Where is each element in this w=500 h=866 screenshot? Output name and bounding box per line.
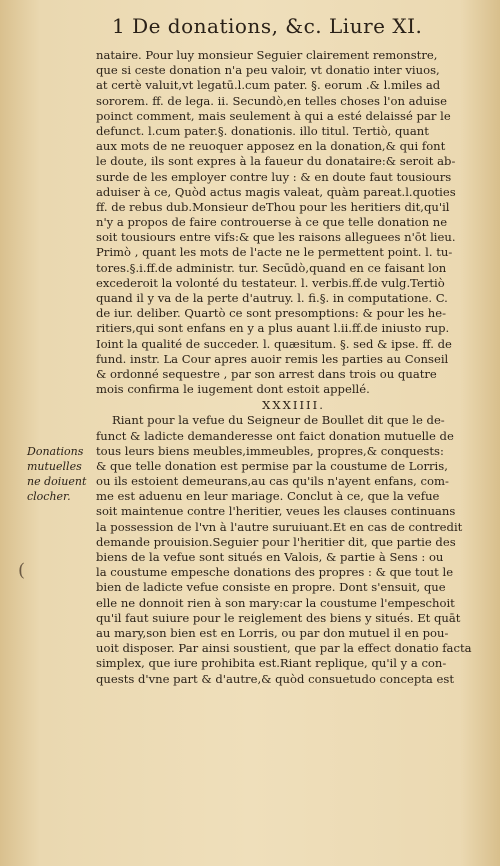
- text-line: defunct. l.cum pater.§. donationis. illo titul. Tertiò, quant: [96, 123, 429, 138]
- text-line: poinct comment, mais seulement à qui a esté delaissé par le: [96, 108, 451, 123]
- text-line: excederoit la volonté du testateur. l. verbis.ff.de vulg.Tertiò: [96, 275, 445, 290]
- text-line: & ordonné sequestre , par son arrest dans trois ou quatre: [96, 366, 437, 381]
- text-line: Ioint la qualité de succeder. l. quæsitum. §. sed & ipse. ff. de: [96, 336, 452, 351]
- text-line: bien de ladicte vefue consiste en propre. Dont s'ensuit, que: [96, 580, 446, 595]
- text-line: la coustume empesche donations des propres : & que tout le: [96, 565, 454, 580]
- text-line: ou ils estoient demeurans,au cas qu'ils n'ayent enfans, com-: [96, 474, 449, 489]
- text-line: la possession de l'vn à l'autre suruiuant.Et en cas de contredit: [96, 519, 463, 534]
- text-line: uoit disposer. Par ainsi soustient, que par la effect donatio facta: [96, 641, 472, 656]
- text-line: de iur. deliber. Quartò ce sont presomptions: & pour les he-: [96, 306, 447, 321]
- text-line: Riant pour la vefue du Seigneur de Boullet dit que le de-: [112, 413, 445, 428]
- text-line: tores.§.i.ff.de administr. tur. Secūdò,quand en ce faisant lon: [96, 260, 447, 275]
- text-line: demande prouision.Seguier pour l'heritier dit, que partie des: [96, 534, 456, 549]
- text-line: sororem. ff. de lega. ii. Secundò,en telles choses l'on aduise: [96, 93, 447, 108]
- section-number: XXXIIII.: [262, 398, 325, 413]
- text-line: le doute, ils sont expres à la faueur du donataire:& seroit ab-: [96, 154, 456, 169]
- text-line: qu'il faut suiure pour le reiglement des biens y situés. Et quāt: [96, 610, 461, 625]
- text-line: ff. de rebus dub.Monsieur deThou pour les heritiers dit,qu'il: [96, 199, 450, 214]
- text-line: ritiers,qui sont enfans en y a plus auant l.ii.ff.de iniusto rup.: [96, 321, 450, 336]
- margin-note-line: mutuelles: [27, 460, 82, 473]
- text-line: fund. instr. La Cour apres auoir remis les parties au Conseil: [96, 351, 449, 366]
- text-line: biens de la vefue sont situés en Valois, & partie à Sens : ou: [96, 550, 444, 564]
- margin-note: [27, 444, 97, 504]
- margin-bracket-mark: (: [18, 560, 26, 581]
- body-text: [96, 48, 491, 687]
- text-line: mois confirma le iugement dont estoit appellé.: [96, 382, 370, 397]
- margin-note-line: clocher.: [27, 490, 71, 503]
- text-line: & que telle donation est permise par la coustume de Lorris,: [96, 458, 448, 473]
- text-line: at certè valuit,vt legatū.l.cum pater. §. eorum .& l.miles ad: [96, 78, 441, 93]
- text-line: quests d'vne part & d'autre,& quòd consuetudo concepta est: [96, 671, 454, 686]
- header-title: 1 De donations, &c. Liure XI.: [112, 14, 423, 38]
- text-line: surde de les employer contre luy : & en doute faut tousiours: [96, 169, 452, 184]
- margin-note-line: Donations: [27, 445, 84, 458]
- text-line: soit tousiours entre vifs:& que les raisons alleguees n'ōt lieu.: [96, 230, 456, 245]
- text-line: au mary,son bien est en Lorris, ou par don mutuel il en pou-: [96, 625, 449, 640]
- text-line: n'y a propos de faire controuerse à ce que telle donation ne: [96, 215, 448, 230]
- margin-note-line: ne doiuent: [27, 475, 87, 488]
- text-line: me est aduenu en leur mariage. Conclut à ce, que la vefue: [96, 489, 440, 504]
- text-line: tous leurs biens meubles,immeubles, propres,& conquests:: [96, 443, 444, 458]
- text-line: elle ne donnoit rien à son mary:car la coustume l'empeschoit: [96, 595, 455, 610]
- text-line: Primò , quant les mots de l'acte ne le permettent point. l. tu-: [96, 245, 453, 260]
- text-line: soit maintenue contre l'heritier, veues les clauses continuans: [96, 504, 456, 519]
- text-line: nataire. Pour luy monsieur Seguier clairement remonstre,: [96, 48, 438, 62]
- text-line: aux mots de ne reuoquer apposez en la donation,& qui font: [96, 139, 446, 154]
- text-line: quand il y va de la perte d'autruy. l. fi.§. in computatione. C.: [96, 291, 448, 305]
- text-line: que si ceste donation n'a peu valoir, vt donatio inter viuos,: [96, 63, 440, 78]
- text-line: aduiser à ce, Quòd actus magis valeat, quàm pareat.l.quoties: [96, 184, 456, 199]
- running-header: [0, 14, 500, 44]
- text-line: simplex, que iure prohibita est.Riant replique, qu'il y a con-: [96, 656, 447, 671]
- text-line: funct & ladicte demanderesse ont faict donation mutuelle de: [96, 428, 454, 443]
